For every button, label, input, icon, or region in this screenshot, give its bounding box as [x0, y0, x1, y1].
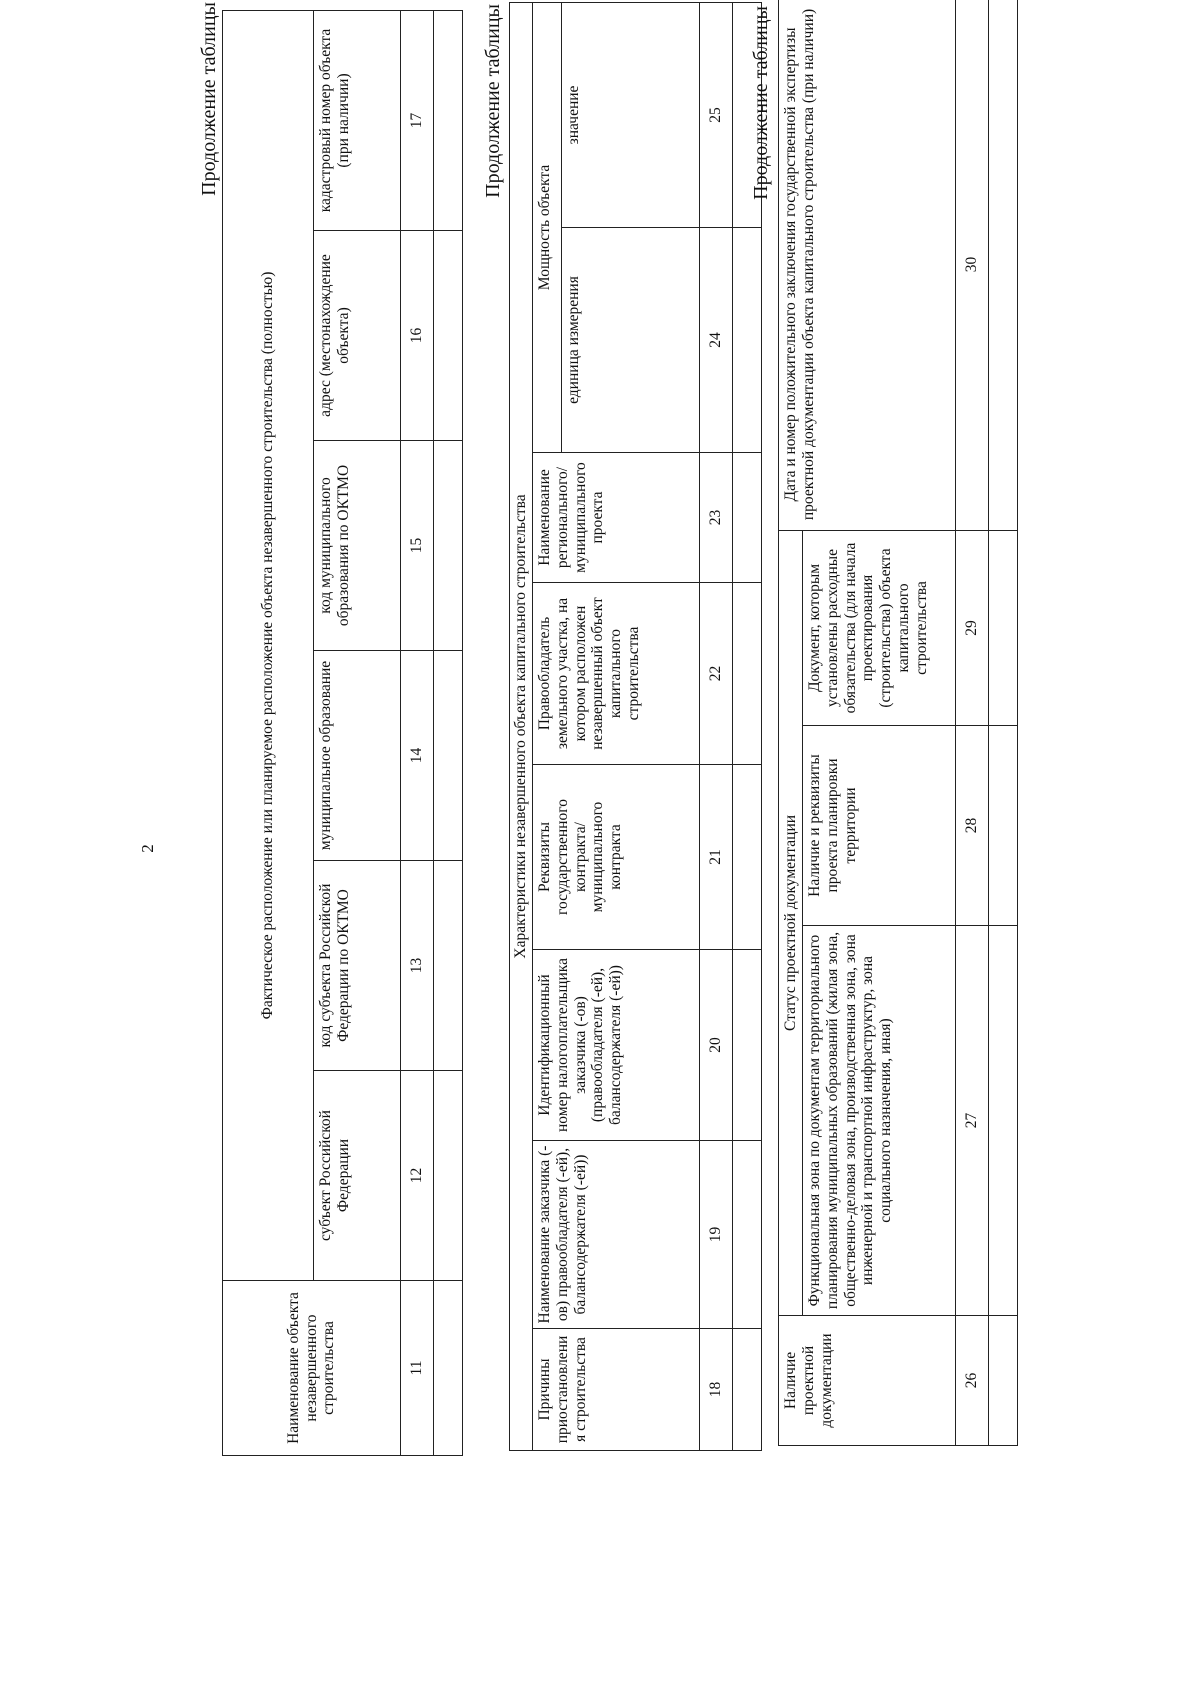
table3	[778, 0, 1018, 1446]
table1-col-number: 17	[401, 11, 434, 231]
table2-col-number: 19	[700, 1141, 733, 1329]
table3-header-expertise: Дата и номер положительного заключения государственной экспертизы проектной документации объекта капитального строительства (при наличии)	[779, 0, 956, 530]
table2-col-number: 23	[700, 453, 733, 583]
table3-col-number: 27	[956, 926, 989, 1316]
table3-col-number: 29	[956, 530, 989, 725]
table2-col-number: 25	[700, 2, 733, 227]
table2-header-project-name: Наименование регионального/ муниципального проекта	[533, 453, 700, 583]
table1-header-subject: субъект Российской Федерации	[314, 1071, 401, 1281]
table3-header-docs-status-group: Статус проектной документации	[779, 530, 803, 1315]
table2-caption: Продолжение таблицы	[482, 4, 504, 198]
table2	[509, 2, 762, 1451]
table1-col-number: 16	[401, 231, 434, 441]
table1-col-number: 11	[401, 1281, 434, 1456]
table1-header-address: адрес (местонахождение объекта)	[314, 231, 401, 441]
table1-number-row	[401, 11, 434, 1456]
table3-col-number: 26	[956, 1316, 989, 1446]
table1-caption: Продолжение таблицы	[198, 2, 220, 196]
table2-header-tax-id: Идентификационный номер налогоплательщика заказчика (-ов) (правообладателя (-ей), балансодержателя (-ей))	[533, 950, 700, 1141]
table2-header-capacity-value: значение	[562, 2, 700, 227]
table1-empty-row	[434, 11, 463, 1456]
table1-col-number: 14	[401, 651, 434, 861]
table2-col-number: 22	[700, 583, 733, 765]
table3-caption: Продолжение таблицы	[750, 6, 772, 200]
table2-empty-row	[733, 2, 762, 1450]
table3-number-row	[956, 0, 989, 1446]
table3-header-functional-zone: Функциональная зона по документам территориального планирования муниципальных образований (жилая зона, общественно-деловая зона, производственная зона, зона инженерной и транспортной инфраструктур, зона социального назначения, иная)	[802, 926, 955, 1316]
table2-number-row	[700, 2, 733, 1450]
table1-header-object-name: Наименование объекта незавершенного строительства	[223, 1281, 401, 1456]
table1-header-subject-code: код субъекта Российской Федерации по ОКТМО	[314, 861, 401, 1071]
table2-col-number: 18	[700, 1329, 733, 1451]
table2-header-land-owner: Правообладатель земельного участка, на котором расположен незавершенный объект капитального строительства	[533, 583, 700, 765]
table2-col-number: 21	[700, 765, 733, 950]
table2-header-contract: Реквизиты государственного контракта/муниципального контракта	[533, 765, 700, 950]
table1-col-number: 13	[401, 861, 434, 1071]
table3-header-project-docs: Наличие проектной документации	[779, 1316, 956, 1446]
table2-header-capacity: Мощность объекта	[533, 2, 562, 452]
page-number: 2	[138, 844, 157, 853]
table2-header-characteristics-group: Характеристики незавершенного объекта капитального строительства	[510, 2, 533, 1450]
table3-header-expenditure-document: Документ, которым установлены расходные обязательства (для начала проектирования (строительства) объекта капитального строительства	[802, 530, 955, 725]
table2-header-capacity-unit: единица измерения	[562, 228, 700, 453]
table1-header-municipality: муниципальное образование	[314, 651, 401, 861]
table1-col-number: 15	[401, 441, 434, 651]
table2-col-number: 20	[700, 950, 733, 1141]
table2-header-suspension-reasons: Причины приостановления строительства	[533, 1329, 700, 1451]
table3-col-number: 30	[956, 0, 989, 530]
table3-empty-row	[989, 0, 1018, 1446]
table2-col-number: 24	[700, 228, 733, 453]
table1-header-municipality-code: код муниципального образования по ОКТМО	[314, 441, 401, 651]
table1	[222, 10, 463, 1456]
table1-col-number: 12	[401, 1071, 434, 1281]
table1-header-cadastral: кадастровый номер объекта (при наличии)	[314, 11, 401, 231]
table1-header-location-group: Фактическое расположение или планируемое расположение объекта незавершенного строительства (полностью)	[223, 11, 314, 1281]
table3-col-number: 28	[956, 726, 989, 926]
table3-header-planning-project: Наличие и реквизиты проекта планировки территории	[802, 726, 955, 926]
table2-header-customer-name: Наименование заказчика (-ов) правообладателя (-ей), балансодержателя (-ей))	[533, 1141, 700, 1329]
